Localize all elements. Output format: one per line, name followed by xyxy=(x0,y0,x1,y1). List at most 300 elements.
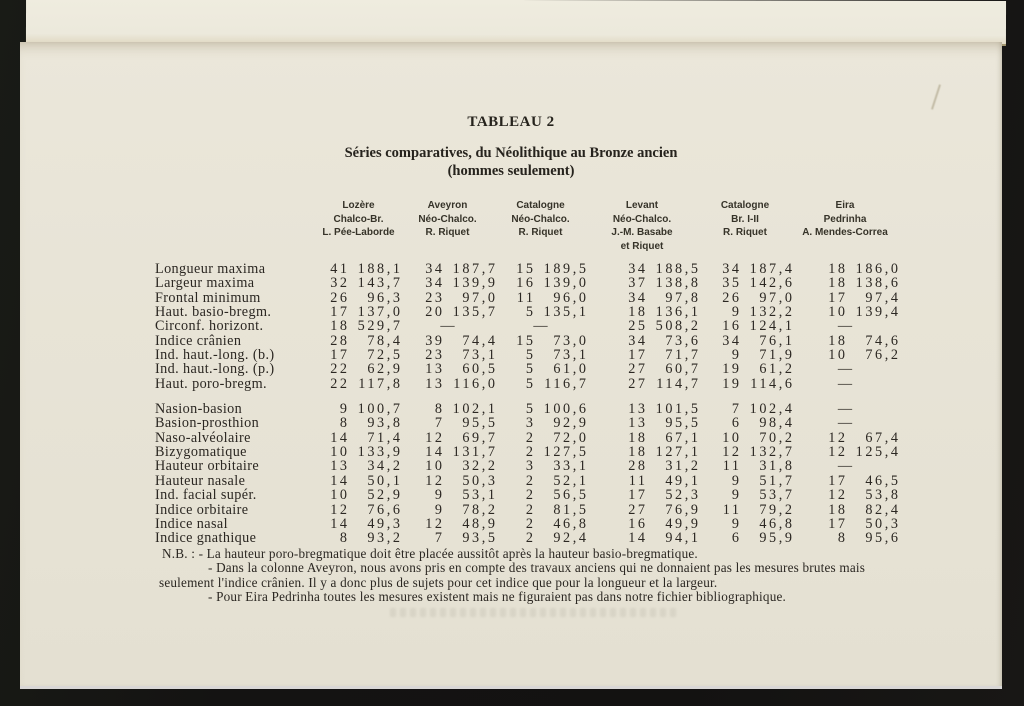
table-row xyxy=(155,377,898,391)
subtitle-line1: Séries comparatives, du Néolithique au Bronze ancien xyxy=(344,145,678,161)
sample-count: 10 xyxy=(828,304,848,321)
measurement-value: 78,4 xyxy=(367,332,403,349)
row-label: Longueur maxima xyxy=(155,261,266,277)
sample-count: 14 xyxy=(628,530,648,547)
measurement-value: 32,2 xyxy=(462,458,498,475)
sample-count: 27 xyxy=(628,361,648,378)
sample-count: 41 xyxy=(330,261,350,277)
sample-count: 10 xyxy=(330,487,350,504)
table-row xyxy=(155,362,898,376)
table-row xyxy=(155,530,901,547)
sample-count: 19 xyxy=(722,361,742,378)
sample-count: 2 xyxy=(525,501,536,518)
column-header-line: J.-M. Basabe xyxy=(611,227,673,238)
sample-count: 12 xyxy=(828,429,848,446)
sample-count: 13 xyxy=(628,401,648,418)
sample-count: 9 xyxy=(731,472,742,489)
sample-count: 3 xyxy=(525,458,536,475)
missing-value: — xyxy=(440,318,455,335)
measurement-value: 186,0 xyxy=(855,261,901,277)
sample-count: 17 xyxy=(330,347,350,364)
sample-count: 27 xyxy=(628,501,648,518)
measurement-value: 136,1 xyxy=(655,304,701,321)
sample-count: 13 xyxy=(425,361,445,378)
sample-count: 5 xyxy=(525,401,536,418)
measurement-value: 33,1 xyxy=(553,458,589,475)
sample-count: 9 xyxy=(339,401,350,418)
sample-count: 9 xyxy=(434,487,445,504)
column-header xyxy=(495,199,586,253)
sample-count: 2 xyxy=(525,429,536,446)
sample-count: 18 xyxy=(628,444,648,461)
bleed-through-text xyxy=(390,608,680,617)
column-header-line: L. Pée-Laborde xyxy=(322,227,395,238)
sample-count: 28 xyxy=(628,458,648,475)
sample-count: 15 xyxy=(516,332,536,349)
measurement-value: 142,6 xyxy=(749,275,795,292)
sample-count: 12 xyxy=(828,487,848,504)
measurement-value: 102,4 xyxy=(749,401,795,418)
table-row xyxy=(155,501,901,518)
sample-count: 18 xyxy=(628,304,648,321)
note-line-3: seulement l'indice crânien. Il y a donc plus de sujets pour cet indice que pour la longueur et la largeur. xyxy=(159,574,718,590)
table-row xyxy=(155,472,901,489)
column-header-line: Pedrinha xyxy=(823,213,867,225)
column-header-line: Levant xyxy=(625,200,659,211)
column-header-line: Eira xyxy=(835,200,855,211)
missing-value: — xyxy=(837,361,853,378)
measurement-value: 132,7 xyxy=(749,444,795,461)
sample-count: 12 xyxy=(425,429,445,446)
measurement-value: 189,5 xyxy=(543,261,589,277)
sample-count: 28 xyxy=(330,332,350,349)
sample-count: 5 xyxy=(525,361,536,378)
row-label: Naso-alvéolaire xyxy=(155,429,251,446)
measurement-value: 188,1 xyxy=(357,261,403,277)
sample-count: 27 xyxy=(628,375,648,392)
table-row xyxy=(155,347,901,364)
table-header-row xyxy=(155,199,898,253)
measurement-value: 72,0 xyxy=(553,429,589,446)
sample-count: 35 xyxy=(722,275,742,292)
measurement-value: 46,5 xyxy=(865,472,901,489)
measurement-value: 79,2 xyxy=(759,501,795,518)
note-line-4: - Pour Eira Pedrinha toutes les mesures existent mais ne figuraient pas dans notre fichier bibliographique. xyxy=(208,589,787,605)
column-header-line: Chalco-Br. xyxy=(333,213,384,225)
measurement-value: 127,5 xyxy=(543,444,589,461)
sample-count: 12 xyxy=(330,501,350,518)
sample-count: 9 xyxy=(731,487,742,504)
sample-count: 7 xyxy=(731,401,742,418)
row-label: Haut. poro-bregm. xyxy=(155,375,267,392)
sample-count: 7 xyxy=(434,530,445,547)
measurement-value: 46,8 xyxy=(759,515,795,532)
measurement-value: 56,5 xyxy=(553,487,589,504)
sample-count: 18 xyxy=(628,429,648,446)
sample-count: 9 xyxy=(731,515,742,532)
sample-count: 9 xyxy=(434,501,445,518)
measurement-value: 50,3 xyxy=(865,515,901,532)
measurement-value: 78,2 xyxy=(462,501,498,518)
sample-count: 9 xyxy=(731,304,742,321)
column-header xyxy=(400,199,495,253)
notes xyxy=(159,546,962,605)
column-header-line: Lozère xyxy=(342,200,375,211)
row-label: Ind. haut.-long. (b.) xyxy=(155,347,275,364)
measurement-value: 139,4 xyxy=(855,304,901,321)
sample-count: 39 xyxy=(425,332,445,349)
measurement-value: 53,1 xyxy=(462,487,498,504)
measurement-value: 60,7 xyxy=(665,361,701,378)
sample-count: 16 xyxy=(722,318,742,335)
sample-count: 11 xyxy=(722,501,742,518)
note-line-1: N.B. : - La hauteur poro-bregmatique doit être placée aussitôt après la hauteur basio-bregmatique. xyxy=(162,546,698,561)
sample-count: 5 xyxy=(525,347,536,364)
row-label: Ind. facial supér. xyxy=(155,487,257,504)
sample-count: 2 xyxy=(525,530,536,547)
measurement-value: 117,8 xyxy=(358,375,403,392)
missing-value: — xyxy=(837,318,853,335)
measurement-value: 31,2 xyxy=(665,458,701,475)
measurement-value: 92,4 xyxy=(553,530,589,547)
column-header-line: Catalogne xyxy=(516,200,565,211)
measurement-value: 135,1 xyxy=(543,304,589,321)
measurement-value: 187,7 xyxy=(452,261,498,277)
measurement-value: 71,4 xyxy=(367,429,403,446)
sample-count: 16 xyxy=(628,515,648,532)
measurement-value: 61,2 xyxy=(759,361,795,378)
table-subtitle xyxy=(20,145,1002,180)
sample-count: 14 xyxy=(330,515,350,532)
measurement-value: 143,7 xyxy=(357,275,403,292)
column-header-line: Aveyron xyxy=(427,200,468,211)
sample-count: 34 xyxy=(628,332,648,349)
measurement-value: 51,7 xyxy=(759,472,795,489)
sample-count: 17 xyxy=(828,472,848,489)
header-spacer xyxy=(155,199,317,253)
measurement-value: 95,5 xyxy=(462,415,498,432)
measurement-value: 101,5 xyxy=(655,401,701,418)
measurement-value: 53,7 xyxy=(759,487,795,504)
measurement-value: 508,2 xyxy=(655,318,701,335)
column-header-line: et Riquet xyxy=(620,240,664,252)
measurement-value: 133,9 xyxy=(357,444,403,461)
table-row xyxy=(155,332,901,349)
measurement-value: 76,6 xyxy=(367,501,403,518)
sample-count: 17 xyxy=(628,487,648,504)
measurement-value: 71,9 xyxy=(759,347,795,364)
sample-count: 8 xyxy=(434,401,445,418)
sample-count: 18 xyxy=(330,318,350,335)
column-header-line: Br. I-II xyxy=(731,213,759,225)
measurement-value: 92,9 xyxy=(553,415,589,432)
measurement-value: 76,9 xyxy=(665,501,701,518)
sample-count: 15 xyxy=(516,261,536,277)
measurement-value: 46,8 xyxy=(553,515,589,532)
row-label: Indice orbitaire xyxy=(155,501,249,518)
sample-count: 10 xyxy=(722,429,742,446)
sample-count: 9 xyxy=(731,347,742,364)
sample-count: 34 xyxy=(425,275,445,292)
measurement-value: 97,0 xyxy=(462,289,498,306)
sample-count: 17 xyxy=(828,289,848,306)
row-label: Circonf. horizont. xyxy=(155,318,264,335)
sample-count: 25 xyxy=(628,318,648,335)
measurement-value: 102,1 xyxy=(452,401,498,418)
measurement-value: 31,8 xyxy=(759,458,795,475)
measurement-value: 529,7 xyxy=(357,318,403,335)
sample-count: 8 xyxy=(339,415,350,432)
measurement-value: 73,6 xyxy=(665,332,701,349)
measurement-value: 72,5 xyxy=(367,347,403,364)
row-label: Hauteur orbitaire xyxy=(155,458,260,475)
sample-count: 34 xyxy=(425,261,445,277)
sample-count: 34 xyxy=(722,261,742,277)
sample-count: 18 xyxy=(828,275,848,292)
column-header-line: R. Riquet xyxy=(723,227,767,238)
row-label: Basion-prosthion xyxy=(155,415,260,432)
sample-count: 6 xyxy=(731,415,742,432)
sample-count: 34 xyxy=(722,332,742,349)
sample-count: 2 xyxy=(525,444,536,461)
measurement-value: 132,2 xyxy=(749,304,795,321)
missing-value: — xyxy=(837,415,853,432)
sample-count: 13 xyxy=(330,458,350,475)
measurement-value: 114,6 xyxy=(750,375,795,392)
sample-count: 13 xyxy=(425,375,445,392)
measurement-value: 52,3 xyxy=(665,487,701,504)
column-header-line: R. Riquet xyxy=(425,227,470,238)
measurement-value: 139,9 xyxy=(452,275,498,292)
sample-count: 13 xyxy=(628,415,648,432)
table-row xyxy=(155,402,898,416)
row-label: Indice gnathique xyxy=(155,530,257,547)
measurement-value: 97,0 xyxy=(759,289,795,306)
sample-count: 7 xyxy=(434,415,445,432)
measurement-value: 67,1 xyxy=(665,429,701,446)
measurement-value: 73,1 xyxy=(553,347,589,364)
column-header xyxy=(698,199,792,253)
measurement-value: 49,9 xyxy=(665,515,701,532)
table-row xyxy=(155,444,901,461)
measurement-value: 135,7 xyxy=(452,304,498,321)
table-row xyxy=(155,515,901,532)
row-label: Haut. basio-bregm. xyxy=(155,304,272,321)
measurement-value: 50,1 xyxy=(367,472,403,489)
table-row xyxy=(155,416,898,430)
table-row xyxy=(155,304,901,321)
measurement-value: 95,9 xyxy=(759,530,795,547)
sample-count: 12 xyxy=(722,444,742,461)
sample-count: 34 xyxy=(628,289,648,306)
measurement-value: 48,9 xyxy=(462,515,498,532)
sample-count: 12 xyxy=(425,515,445,532)
missing-value: — xyxy=(837,401,853,418)
sample-count: 26 xyxy=(330,289,350,306)
sample-count: 11 xyxy=(628,472,648,489)
sample-count: 19 xyxy=(722,375,742,392)
measurement-value: 49,3 xyxy=(367,515,403,532)
measurement-value: 139,0 xyxy=(543,275,589,292)
sample-count: 17 xyxy=(628,347,648,364)
measurement-value: 34,2 xyxy=(367,458,403,475)
column-header-line: Catalogne xyxy=(720,200,770,211)
measurement-value: 73,1 xyxy=(462,347,498,364)
sample-count: 10 xyxy=(828,347,848,364)
column-header-line: R. Riquet xyxy=(518,227,563,238)
table-row xyxy=(155,319,898,333)
measurement-value: 97,8 xyxy=(665,289,701,306)
sample-count: 23 xyxy=(425,347,445,364)
measurement-value: 94,1 xyxy=(665,530,701,547)
table-row xyxy=(155,261,901,277)
measurement-value: 138,6 xyxy=(855,275,901,292)
sample-count: 12 xyxy=(425,472,445,489)
sample-count: 17 xyxy=(828,515,848,532)
measurement-value: 138,8 xyxy=(655,275,701,292)
sample-count: 34 xyxy=(628,261,648,277)
column-header-line: Néo-Chalco. xyxy=(511,213,570,225)
measurement-value: 69,7 xyxy=(462,429,498,446)
sample-count: 12 xyxy=(828,444,848,461)
sample-count: 20 xyxy=(425,304,445,321)
row-label: Largeur maxima xyxy=(155,275,255,292)
measurement-value: 114,7 xyxy=(656,375,701,392)
sample-count: 2 xyxy=(525,472,536,489)
measurement-value: 67,4 xyxy=(865,429,901,446)
sample-count: 8 xyxy=(339,530,350,547)
measurement-value: 74,4 xyxy=(462,332,498,349)
sample-count: 3 xyxy=(525,415,536,432)
sample-count: 14 xyxy=(425,444,445,461)
row-label: Indice crânien xyxy=(155,332,242,349)
measurement-value: 98,4 xyxy=(759,415,795,432)
sample-count: 6 xyxy=(731,530,742,547)
sample-count: 23 xyxy=(425,289,445,306)
sample-count: 16 xyxy=(516,275,536,292)
sample-count: 22 xyxy=(330,361,350,378)
row-label: Nasion-basion xyxy=(155,401,243,418)
measurement-value: 97,4 xyxy=(865,289,901,306)
sample-count: 11 xyxy=(516,289,536,306)
row-label: Bizygomatique xyxy=(155,444,247,461)
column-header xyxy=(792,199,898,253)
row-label: Indice nasal xyxy=(155,515,228,532)
sample-count: 18 xyxy=(828,261,848,277)
comparison-table xyxy=(155,199,901,547)
missing-value: — xyxy=(837,375,853,392)
measurement-value: 188,5 xyxy=(655,261,701,277)
measurement-value: 93,5 xyxy=(462,530,498,547)
sample-count: 10 xyxy=(425,458,445,475)
sample-count: 11 xyxy=(722,458,742,475)
table-row xyxy=(155,429,901,446)
table-row xyxy=(155,275,901,292)
measurement-value: 131,7 xyxy=(452,444,498,461)
measurement-value: 93,8 xyxy=(367,415,403,432)
table-row xyxy=(155,487,901,504)
paper-crease xyxy=(931,84,941,109)
measurement-value: 49,1 xyxy=(665,472,701,489)
measurement-value: 96,3 xyxy=(367,289,403,306)
sample-count: 32 xyxy=(330,275,350,292)
row-label: Ind. haut.-long. (p.) xyxy=(155,361,275,378)
sample-count: 17 xyxy=(330,304,350,321)
sample-count: 18 xyxy=(828,501,848,518)
measurement-value: 52,1 xyxy=(553,472,589,489)
subtitle-line2: (hommes seulement) xyxy=(447,162,575,179)
measurement-value: 76,2 xyxy=(865,347,901,364)
document-page xyxy=(20,42,1002,689)
measurement-value: 74,6 xyxy=(865,332,901,349)
sample-count: 37 xyxy=(628,275,648,292)
row-label: Frontal minimum xyxy=(155,289,261,306)
sample-count: 18 xyxy=(828,332,848,349)
measurement-value: 127,1 xyxy=(655,444,701,461)
row-label: Hauteur nasale xyxy=(155,472,246,489)
sample-count: 5 xyxy=(525,375,536,392)
sample-count: 5 xyxy=(525,304,536,321)
measurement-value: 187,4 xyxy=(749,261,795,277)
row-group xyxy=(155,401,901,547)
measurement-value: 76,1 xyxy=(759,332,795,349)
sample-count: 10 xyxy=(330,444,350,461)
measurement-value: 125,4 xyxy=(855,444,901,461)
sample-count: 8 xyxy=(837,530,848,547)
missing-value: — xyxy=(837,458,853,475)
sample-count: 26 xyxy=(722,289,742,306)
measurement-value: 116,0 xyxy=(453,375,498,392)
measurement-value: 60,5 xyxy=(462,361,498,378)
table-body xyxy=(155,261,901,547)
measurement-value: 62,9 xyxy=(367,361,403,378)
measurement-value: 95,6 xyxy=(865,530,901,547)
measurement-value: 137,0 xyxy=(357,304,403,321)
measurement-value: 96,0 xyxy=(553,289,589,306)
measurement-value: 52,9 xyxy=(367,487,403,504)
column-header-line: A. Mendes-Correa xyxy=(802,227,888,238)
note-line-2: - Dans la colonne Aveyron, nous avons pris en compte des travaux anciens qui ne donnaient pas les mesures brutes mais xyxy=(208,560,866,576)
row-group xyxy=(155,261,901,392)
measurement-value: 70,2 xyxy=(759,429,795,446)
measurement-value: 71,7 xyxy=(665,347,701,364)
measurement-value: 82,4 xyxy=(865,501,901,518)
measurement-value: 81,5 xyxy=(553,501,589,518)
measurement-value: 93,2 xyxy=(367,530,403,547)
column-header-line: Néo-Chalco. xyxy=(612,213,672,225)
column-header xyxy=(317,199,400,253)
measurement-value: 53,8 xyxy=(865,487,901,504)
measurement-value: 73,0 xyxy=(553,332,589,349)
measurement-value: 50,3 xyxy=(462,472,498,489)
column-header xyxy=(586,199,698,253)
sample-count: 14 xyxy=(330,429,350,446)
measurement-value: 100,6 xyxy=(543,401,589,418)
missing-value: — xyxy=(533,318,548,335)
column-header-line: Néo-Chalco. xyxy=(418,213,477,225)
sample-count: 2 xyxy=(525,515,536,532)
measurement-value: 124,1 xyxy=(749,318,795,335)
measurement-value: 61,0 xyxy=(553,361,589,378)
table-row xyxy=(155,459,898,473)
table-title: TABLEAU 2 xyxy=(467,114,555,130)
measurement-value: 100,7 xyxy=(357,401,403,418)
table-row xyxy=(155,289,901,306)
sample-count: 2 xyxy=(525,487,536,504)
measurement-value: 116,7 xyxy=(544,375,589,392)
measurement-value: 95,5 xyxy=(665,415,701,432)
sample-count: 14 xyxy=(330,472,350,489)
